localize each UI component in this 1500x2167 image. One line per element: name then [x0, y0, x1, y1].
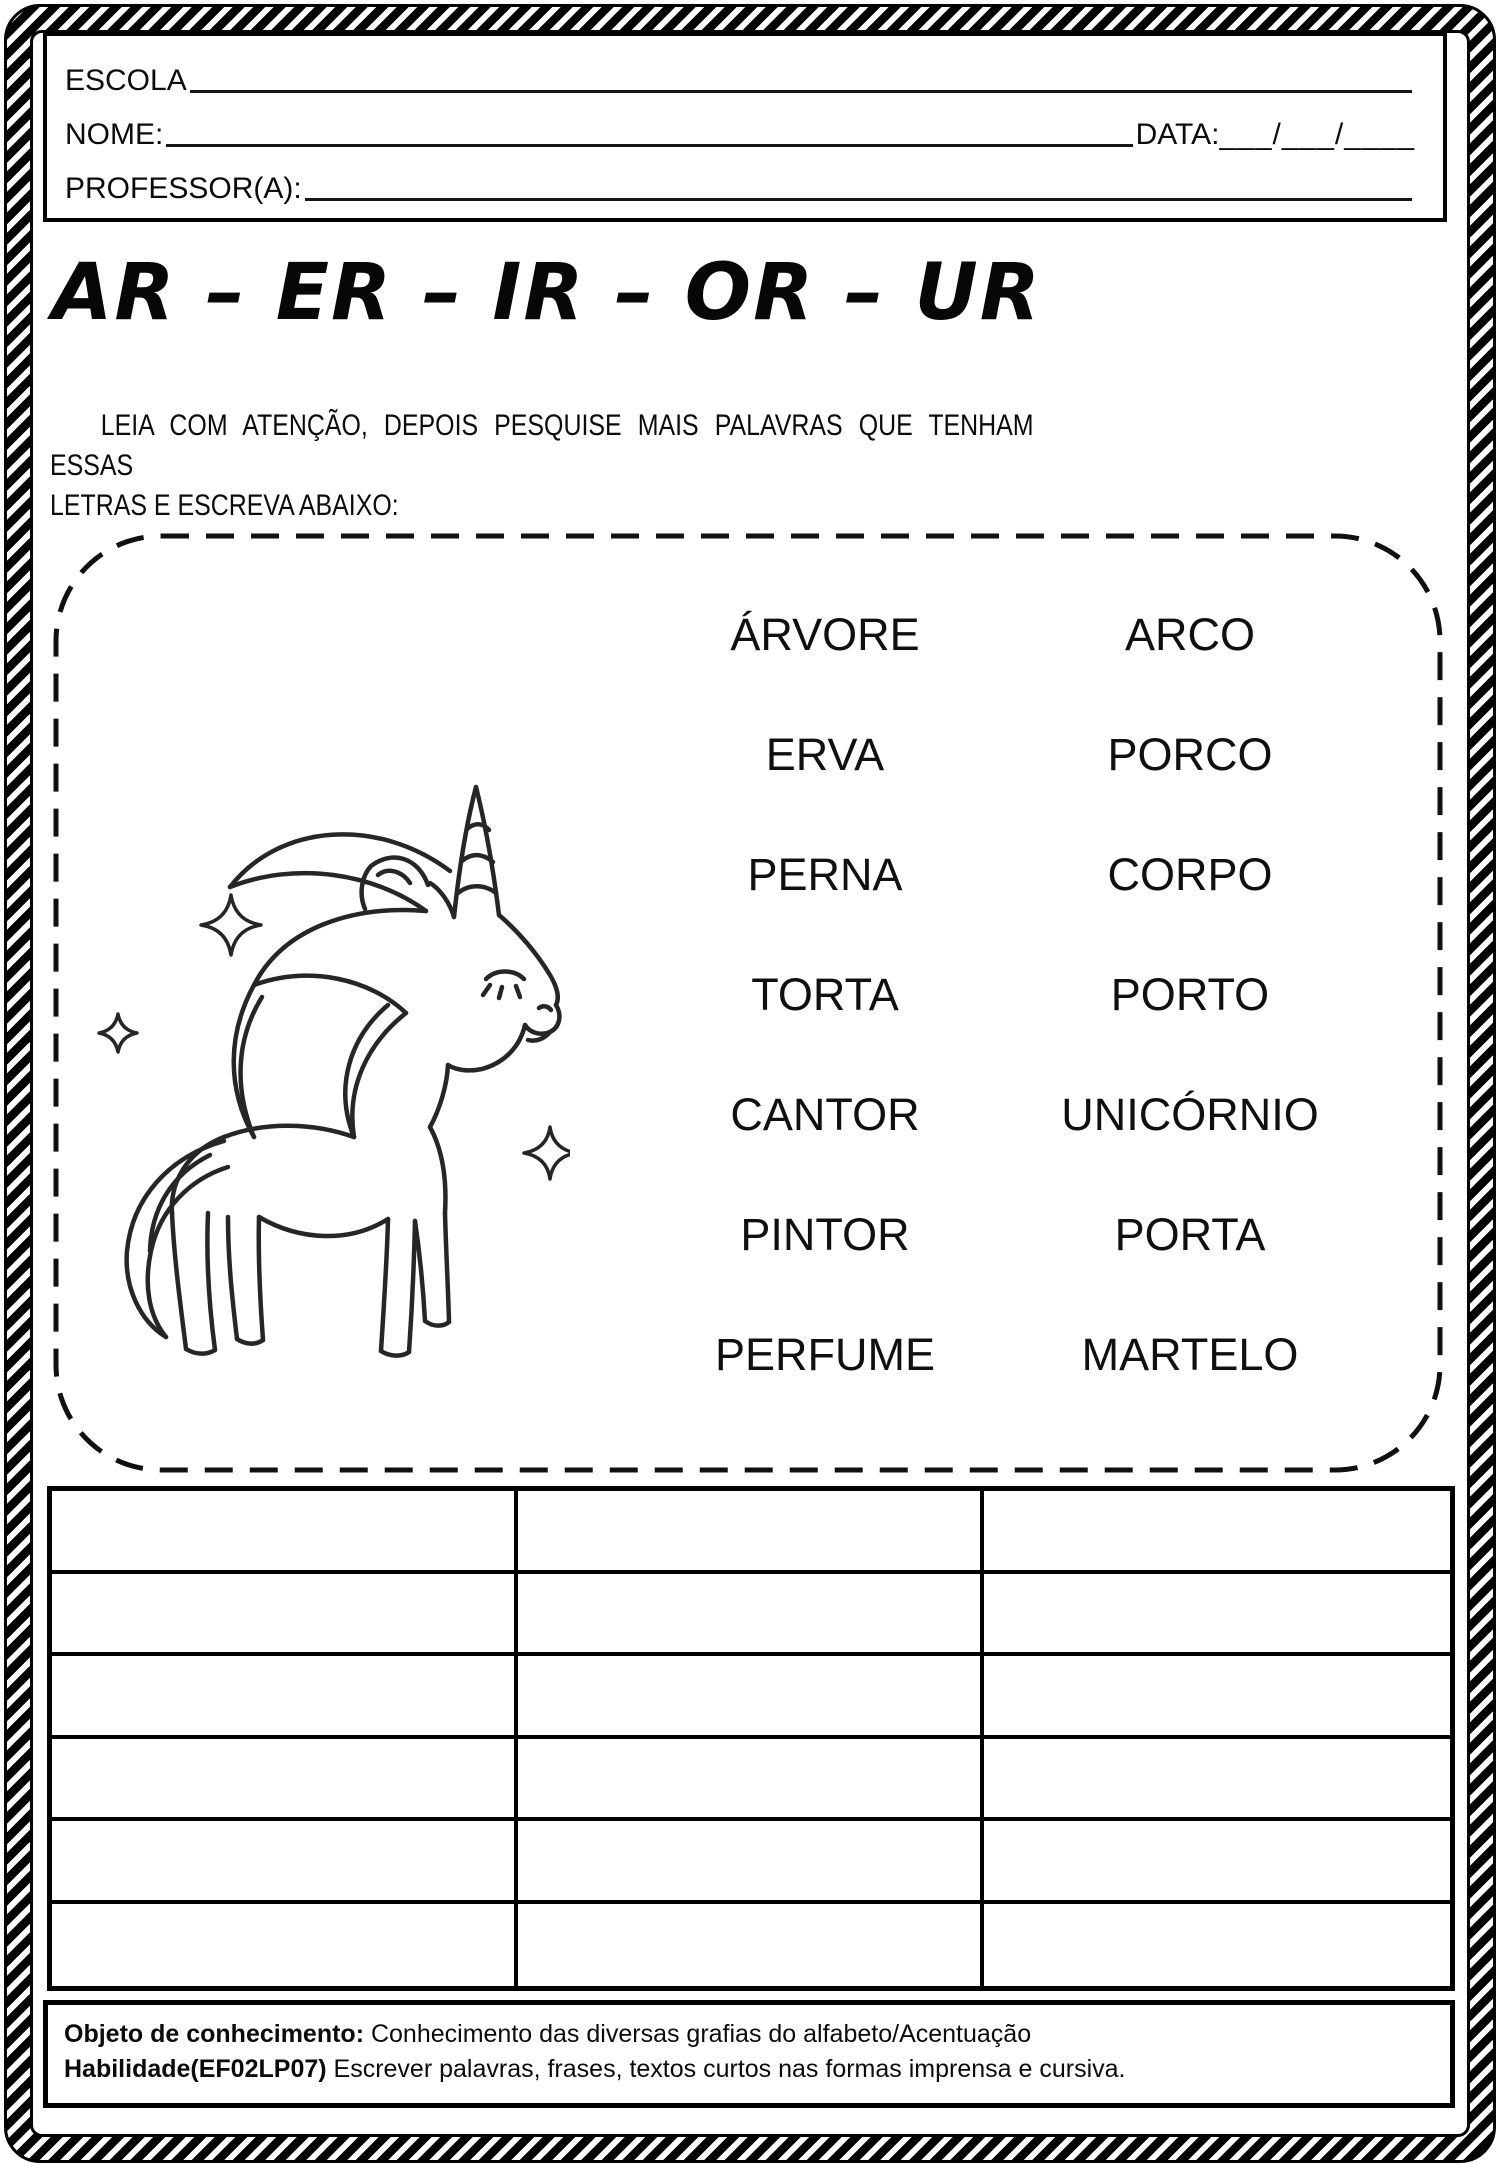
footer-objective-text: Conhecimento das diversas grafias do alfabeto/Acentuação: [364, 2020, 1032, 2048]
word-item: MARTELO: [1081, 1329, 1299, 1380]
table-cell[interactable]: [518, 1821, 984, 1904]
instruction-line-1: LEIA COM ATENÇÃO, DEPOIS PESQUISE MAIS PALAVRAS QUE TENHAM ESSAS: [50, 409, 1034, 482]
word-item: UNICÓRNIO: [1061, 1089, 1319, 1140]
word-item: ERVA: [765, 729, 885, 780]
word-column-2: [955, 575, 1425, 1415]
table-cell[interactable]: [52, 1904, 518, 1987]
page-title: AR – ER – IR – OR – UR: [52, 248, 1042, 338]
header-box: [43, 32, 1447, 222]
footer-skill-text: Escrever palavras, frases, textos curtos nas formas imprensa e cursiva.: [326, 2055, 1126, 2083]
footer-box: [43, 2000, 1455, 2108]
instruction-line-2: LETRAS E ESCREVA ABAIXO:: [50, 489, 399, 522]
table-cell[interactable]: [518, 1904, 984, 1987]
footer-skill-label: Habilidade(EF02LP07): [64, 2055, 327, 2083]
unicorn-tail-icon: [127, 1141, 228, 1337]
school-input-line[interactable]: [190, 90, 1412, 93]
unicorn-horn-icon: [454, 787, 499, 917]
table-cell[interactable]: [518, 1574, 984, 1657]
unicorn-face-icon: [448, 915, 559, 1070]
word-item: ÁRVORE: [730, 609, 920, 660]
table-cell[interactable]: [984, 1491, 1450, 1574]
table-cell[interactable]: [52, 1491, 518, 1574]
school-label: ESCOLA: [65, 64, 187, 97]
table-cell[interactable]: [984, 1739, 1450, 1822]
sparkle-icon: [524, 1127, 570, 1179]
table-cell[interactable]: [518, 1656, 984, 1739]
name-date-row: [65, 98, 1415, 152]
table-cell[interactable]: [984, 1904, 1450, 1987]
date-input-slots[interactable]: ___/___/____: [1219, 118, 1415, 151]
table-cell[interactable]: [518, 1491, 984, 1574]
unicorn-illustration: [58, 765, 570, 1393]
word-item: PERFUME: [714, 1329, 935, 1380]
word-item: PORTO: [1110, 969, 1270, 1020]
word-item: CANTOR: [730, 1089, 920, 1140]
sparkle-icon: [201, 895, 261, 955]
teacher-label: PROFESSOR(A):: [65, 172, 302, 205]
unicorn-mane-icon: [230, 834, 450, 1137]
name-label: NOME:: [65, 118, 164, 151]
school-row: [65, 44, 1415, 98]
table-cell[interactable]: [518, 1739, 984, 1822]
word-item: CORPO: [1107, 849, 1273, 900]
footer-objective-line: [64, 2017, 1434, 2052]
table-cell[interactable]: [52, 1739, 518, 1822]
sparkle-icon: [99, 1014, 137, 1052]
word-item: PORCO: [1107, 729, 1273, 780]
table-cell[interactable]: [52, 1656, 518, 1739]
word-item: PORTA: [1114, 1209, 1266, 1260]
date-label: DATA:: [1135, 118, 1220, 151]
table-cell[interactable]: [984, 1656, 1450, 1739]
teacher-row: [65, 152, 1415, 206]
table-cell[interactable]: [52, 1821, 518, 1904]
unicorn-body-icon: [172, 1065, 449, 1356]
instruction-paragraph: [50, 406, 1034, 526]
word-item: TORTA: [751, 969, 899, 1020]
answer-table: [47, 1486, 1455, 1991]
teacher-input-line[interactable]: [305, 198, 1412, 201]
table-cell[interactable]: [984, 1821, 1450, 1904]
word-item: PERNA: [747, 849, 903, 900]
word-item: PINTOR: [740, 1209, 910, 1260]
table-cell[interactable]: [52, 1574, 518, 1657]
footer-skill-line: [64, 2052, 1434, 2087]
word-item: ARCO: [1124, 609, 1255, 660]
name-input-line[interactable]: [166, 144, 1132, 147]
footer-objective-label: Objeto de conhecimento:: [64, 2020, 365, 2048]
table-cell[interactable]: [984, 1574, 1450, 1657]
